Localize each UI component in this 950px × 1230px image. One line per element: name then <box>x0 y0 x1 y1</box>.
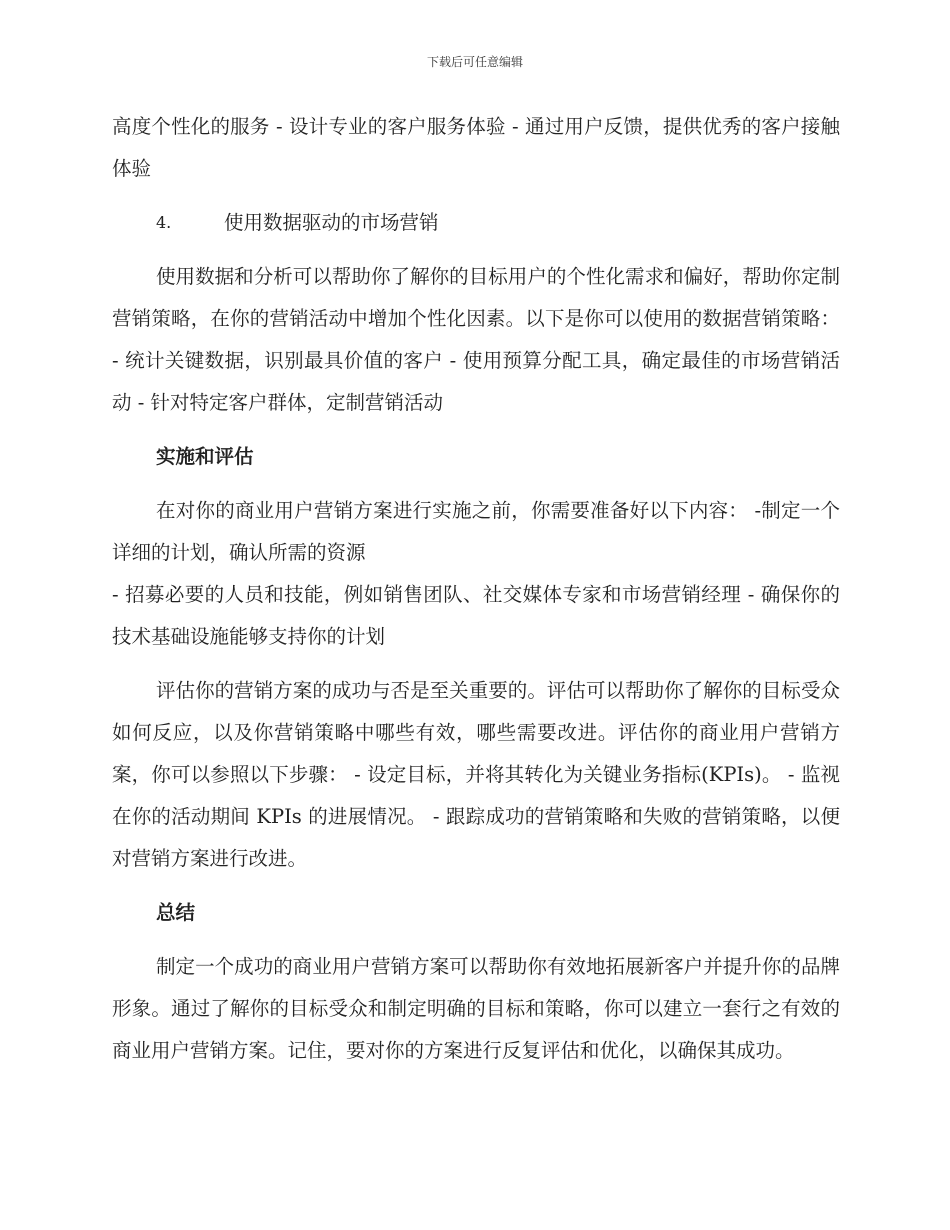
document-content <box>112 106 840 1084</box>
section-heading-implementation: 实施和评估 <box>156 445 254 468</box>
list-item-data-driven-marketing <box>112 202 840 244</box>
section-heading-summary: 总结 <box>156 901 196 924</box>
paragraph-summary: 制定一个成功的商业用户营销方案可以帮助你有效地拓展新客户并提升你的品牌形象。通过了解你的目标受众和制定明确的目标和策略，你可以建立一套行之有效的商业用户营销方案。记住，要对你的方案进行反复评估和优化，以确保其成功。 <box>112 955 840 1062</box>
list-item-number: 4. <box>156 213 172 232</box>
list-item-text: 使用数据驱动的市场营销 <box>224 211 439 234</box>
paragraph-implementation-preparation: 在对你的商业用户营销方案进行实施之前，你需要准备好以下内容： -制定一个详细的计划，确认所需的资源 <box>112 499 840 564</box>
paragraph-service-experience: 高度个性化的服务 - 设计专业的客户服务体验 - 通过用户反馈，提供优秀的客户接触体验 <box>112 115 840 180</box>
page-header: 下载后可任意编辑 <box>426 55 523 69</box>
paragraph-evaluation: 评估你的营销方案的成功与否是至关重要的。评估可以帮助你了解你的目标受众如何反应，以及你营销策略中哪些有效，哪些需要改进。评估你的商业用户营销方案，你可以参照以下步骤： - 设定目标，并将其转化为关键业务指标(KPIs)。 - 监视在你的活动期间 KPIs 的进展情况。 - 跟踪成功的营销策略和失败的营销策略，以便对营销方案进行改进。 <box>112 679 840 870</box>
paragraph-implementation-resources: - 招募必要的人员和技能，例如销售团队、社交媒体专家和市场营销经理 - 确保你的技术基础设施能够支持你的计划 <box>112 583 840 648</box>
paragraph-data-marketing: 使用数据和分析可以帮助你了解你的目标用户的个性化需求和偏好，帮助你定制营销策略，在你的营销活动中增加个性化因素。以下是你可以使用的数据营销策略： - 统计关键数据，识别最具价值的客户 - 使用预算分配工具，确定最佳的市场营销活动 - 针对特定客户群体，定制营销活动 <box>112 265 840 414</box>
